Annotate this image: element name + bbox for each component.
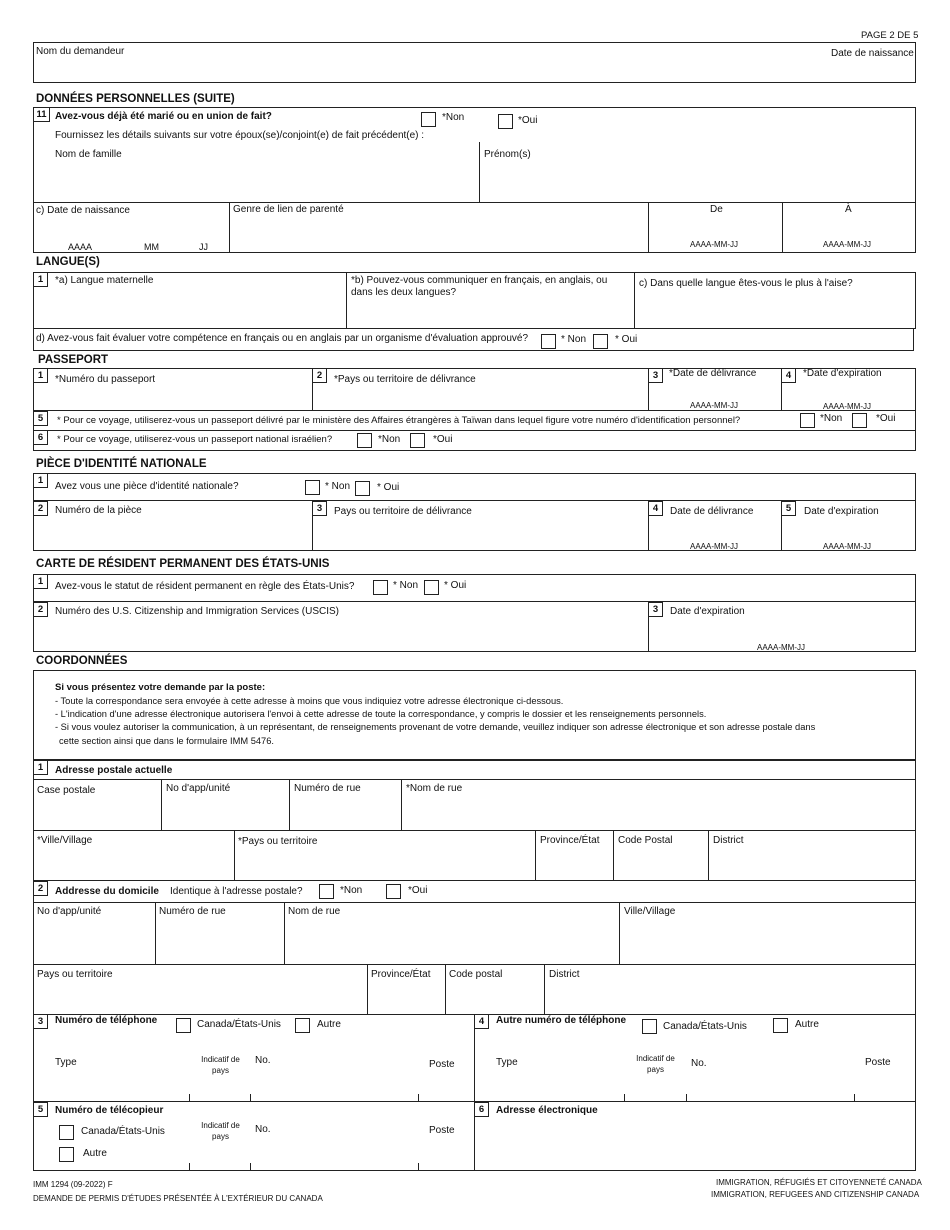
- from-date-format: AAAA-MM-JJ: [690, 240, 738, 249]
- mail-instructions-title: Si vous présentez votre demande par la poste:: [55, 682, 266, 693]
- question-number: 1: [33, 473, 48, 488]
- language-test-yes-checkbox[interactable]: [593, 334, 608, 349]
- district-label: District: [713, 835, 744, 846]
- email-field[interactable]: [478, 1120, 914, 1169]
- question-number: 5: [781, 501, 796, 516]
- phone-extension-label: Poste: [429, 1059, 455, 1070]
- mail-instruction-3: - Si vous voulez autoriser la communication, à un représentant, de renseignements provenant de votre demande, veuillez indiquer son adresse électronique et son adresse postale dans: [55, 722, 816, 732]
- us-pr-expiry-format: AAAA-MM-JJ: [757, 643, 805, 652]
- question-number: 5: [33, 1102, 48, 1117]
- alt-phone-extension-label: Poste: [865, 1057, 891, 1068]
- relationship-type-field[interactable]: [231, 218, 647, 251]
- same-address-yes-label: *Oui: [408, 885, 428, 896]
- to-date-format: AAAA-MM-JJ: [823, 240, 871, 249]
- question-number: 2: [33, 881, 48, 896]
- question-number: 3: [312, 501, 327, 516]
- spouse-dob-label: c) Date de naissance: [36, 205, 130, 216]
- national-id-issue-format: AAAA-MM-JJ: [690, 542, 738, 551]
- home-apt-label: No d'app/unité: [37, 906, 102, 917]
- taiwan-yes-checkbox[interactable]: [852, 413, 867, 428]
- national-id-expiry-date-label: Date d'expiration: [804, 506, 879, 517]
- department-name-fr: IMMIGRATION, RÉFUGIÉS ET CITOYENNETÉ CANADA: [716, 1178, 922, 1187]
- us-pr-question: Avez-vous le statut de résident permanent en règle des États-Unis?: [55, 581, 355, 592]
- national-id-question: Avez vous une pièce d'identité nationale?: [55, 481, 239, 492]
- province-label: Province/État: [540, 835, 600, 846]
- mailing-address-title: Adresse postale actuelle: [55, 765, 173, 776]
- mail-instruction-2: - L'indication d'une adresse électronique autorisera l'envoi à cette adresse de toute la correspondance, y compris le dossier et les renseignements personnels.: [55, 709, 707, 719]
- phone-other-label: Autre: [317, 1019, 341, 1030]
- most-at-ease-label: c) Dans quelle langue êtes-vous le plus à l'aise?: [639, 278, 853, 289]
- question-number: 4: [781, 368, 796, 383]
- previous-marriage-yes-label: *Oui: [518, 115, 538, 126]
- us-pr-yes-label: * Oui: [444, 580, 467, 591]
- fax-title: Numéro de télécopieur: [55, 1105, 164, 1116]
- home-postal-label: Code postal: [449, 969, 503, 980]
- form-title: DEMANDE DE PERMIS D'ÉTUDES PRÉSENTÉE À L'EXTÉRIEUR DU CANADA: [33, 1194, 323, 1203]
- question-number: 3: [33, 1014, 48, 1029]
- language-test-no-checkbox[interactable]: [541, 334, 556, 349]
- phone-canada-us-checkbox[interactable]: [176, 1018, 191, 1033]
- passport-heading: PASSEPORT: [38, 354, 109, 366]
- national-id-country-label: Pays ou territoire de délivrance: [334, 506, 472, 517]
- relationship-type-label: Genre de lien de parenté: [233, 204, 344, 215]
- israel-yes-checkbox[interactable]: [410, 433, 425, 448]
- contact-heading: COORDONNÉES: [36, 655, 128, 667]
- personal-data-heading: DONNÉES PERSONNELLES (SUITE): [36, 93, 235, 105]
- israel-passport-question: * Pour ce voyage, utiliserez-vous un passeport national israélien?: [57, 434, 333, 445]
- home-city-label: Ville/Village: [624, 906, 676, 917]
- language-test-yes-label: * Oui: [615, 334, 638, 345]
- spouse-family-name-field[interactable]: [36, 146, 479, 202]
- home-address-section: [33, 880, 916, 1015]
- alt-phone-number-label: No.: [691, 1058, 707, 1069]
- alt-phone-type-label: Type: [496, 1057, 518, 1068]
- native-language-label: *a) Langue maternelle: [55, 275, 154, 286]
- question-number: 1: [33, 272, 48, 287]
- spouse-given-name-field[interactable]: [481, 146, 914, 202]
- question-number: 2: [33, 501, 48, 516]
- fax-other-checkbox[interactable]: [59, 1147, 74, 1162]
- communicate-language-label: *b) Pouvez-vous communiquer en français, en anglais, ou dans les deux langues?: [351, 275, 608, 298]
- passport-expiry-date-format: AAAA-MM-JJ: [823, 402, 871, 411]
- postal-code-label: Code Postal: [618, 835, 673, 846]
- home-address-title: Addresse du domicile: [55, 886, 159, 897]
- question-number: 1: [33, 574, 48, 589]
- question-number: 1: [33, 368, 48, 383]
- question-number: 11: [33, 107, 50, 122]
- fax-country-code-label: Indicatif de pays: [201, 1121, 240, 1141]
- question-number: 2: [312, 368, 327, 383]
- mail-instruction-1: - Toute la correspondance sera envoyée à cette adresse à moins que vous indiquiez votre adresse électronique ci-dessous.: [55, 696, 564, 706]
- phone-canada-us-label: Canada/États-Unis: [197, 1019, 281, 1030]
- languages-heading: LANGUE(S): [36, 256, 100, 268]
- month-hint: MM: [144, 242, 159, 252]
- previous-marriage-no-label: *Non: [442, 112, 465, 123]
- alt-phone-canada-us-checkbox[interactable]: [642, 1019, 657, 1034]
- question-number: 4: [648, 501, 663, 516]
- applicant-dob-label: Date de naissance: [831, 48, 914, 59]
- language-test-no-label: * Non: [561, 334, 587, 345]
- same-address-no-checkbox[interactable]: [319, 884, 334, 899]
- city-label: *Ville/Village: [37, 835, 93, 846]
- alt-phone-country-code-label: Indicatif de pays: [636, 1054, 675, 1074]
- us-pr-no-checkbox[interactable]: [373, 580, 388, 595]
- taiwan-yes-label: *Oui: [876, 413, 896, 424]
- question-number: 6: [474, 1102, 489, 1117]
- national-id-heading: PIÈCE D'IDENTITÉ NATIONALE: [36, 458, 207, 470]
- home-country-label: Pays ou territoire: [37, 969, 113, 980]
- country-label: *Pays ou territoire: [238, 836, 318, 847]
- taiwan-no-checkbox[interactable]: [800, 413, 815, 428]
- previous-marriage-yes-checkbox[interactable]: [498, 114, 513, 129]
- taiwan-no-label: *Non: [820, 413, 843, 424]
- phone-country-code-label: Indicatif de pays: [201, 1055, 240, 1075]
- national-id-yes-label: * Oui: [377, 482, 400, 493]
- year-hint: AAAA: [68, 242, 93, 252]
- fax-number-label: No.: [255, 1124, 271, 1135]
- home-street-name-label: Nom de rue: [288, 906, 341, 917]
- street-name-label: *Nom de rue: [406, 783, 463, 794]
- fax-other-label: Autre: [83, 1148, 107, 1159]
- to-label: À: [845, 204, 852, 215]
- alt-phone-canada-us-label: Canada/États-Unis: [663, 1021, 747, 1032]
- alt-phone-title: Autre numéro de téléphone: [496, 1015, 627, 1026]
- national-id-expiry-format: AAAA-MM-JJ: [823, 542, 871, 551]
- question-number: 5: [33, 411, 48, 426]
- question-number: 3: [648, 602, 663, 617]
- passport-issue-date-format: AAAA-MM-JJ: [690, 401, 738, 410]
- spouse-given-name-label: Prénom(s): [484, 149, 531, 160]
- home-district-label: District: [549, 969, 580, 980]
- applicant-name-field[interactable]: [33, 42, 916, 83]
- phone-number-label: No.: [255, 1055, 271, 1066]
- fax-canada-us-label: Canada/États-Unis: [81, 1126, 165, 1137]
- us-pr-expiry-label: Date d'expiration: [670, 606, 745, 617]
- passport-issue-date-label: *Date de délivrance: [669, 368, 757, 379]
- language-test-question: d) Avez-vous fait évaluer votre compétence en français ou en anglais par un organisme d'évaluation approuvé?: [36, 333, 529, 344]
- question-number: 4: [474, 1014, 489, 1029]
- apt-unit-label: No d'app/unité: [166, 783, 231, 794]
- question-number: 3: [648, 368, 663, 383]
- israel-no-checkbox[interactable]: [357, 433, 372, 448]
- same-address-no-label: *Non: [340, 885, 363, 896]
- same-address-question: Identique à l'adresse postale?: [170, 886, 303, 897]
- previous-marriage-no-checkbox[interactable]: [421, 112, 436, 127]
- email-title: Adresse électronique: [496, 1105, 598, 1116]
- applicant-name-label: Nom du demandeur: [36, 46, 125, 57]
- phone-type-label: Type: [55, 1057, 77, 1068]
- po-box-label: Case postale: [37, 785, 96, 796]
- home-province-label: Province/État: [371, 969, 431, 980]
- passport-country-label: *Pays ou territoire de délivrance: [334, 374, 476, 385]
- us-pr-no-label: * Non: [393, 580, 419, 591]
- national-id-number-label: Numéro de la pièce: [55, 505, 142, 516]
- israel-yes-label: *Oui: [433, 434, 453, 445]
- phone-title: Numéro de téléphone: [55, 1015, 158, 1026]
- national-id-issue-date-label: Date de délivrance: [670, 506, 754, 517]
- uscis-number-label: Numéro des U.S. Citizenship and Immigration Services (USCIS): [55, 606, 339, 617]
- fax-extension-label: Poste: [429, 1125, 455, 1136]
- question-number: 1: [33, 760, 48, 775]
- passport-number-label: *Numéro du passeport: [55, 374, 156, 385]
- question-number: 6: [33, 430, 48, 445]
- us-pr-yes-checkbox[interactable]: [424, 580, 439, 595]
- street-number-label: Numéro de rue: [294, 783, 361, 794]
- question-number: 2: [33, 602, 48, 617]
- us-pr-card-heading: CARTE DE RÉSIDENT PERMANENT DES ÉTATS-UNIS: [36, 558, 330, 570]
- spouse-family-name-label: Nom de famille: [55, 149, 122, 160]
- home-street-number-label: Numéro de rue: [159, 906, 226, 917]
- mail-instruction-4: cette section ainsi que dans le formulaire IMM 5476.: [59, 736, 274, 746]
- national-id-yes-checkbox[interactable]: [355, 481, 370, 496]
- previous-marriage-question: Avez-vous déjà été marié ou en union de fait?: [55, 111, 272, 122]
- from-label: De: [710, 204, 723, 215]
- passport-expiry-date-label: *Date d'expiration: [803, 368, 882, 379]
- alt-phone-other-label: Autre: [795, 1019, 819, 1030]
- alt-phone-other-checkbox[interactable]: [773, 1018, 788, 1033]
- fax-canada-us-checkbox[interactable]: [59, 1125, 74, 1140]
- taiwan-passport-question: * Pour ce voyage, utiliserez-vous un passeport délivré par le ministère des Affaires étrangères à Taïwan dans lequel figure votre numéro d'identification personnel?: [57, 415, 741, 426]
- same-address-yes-checkbox[interactable]: [386, 884, 401, 899]
- day-hint: JJ: [199, 242, 208, 252]
- page-number: PAGE 2 DE 5: [861, 30, 919, 41]
- national-id-no-label: * Non: [325, 481, 351, 492]
- spouse-details-instruction: Fournissez les détails suivants sur votre époux(se)/conjoint(e) de fait précédent(e) :: [55, 130, 425, 141]
- israel-no-label: *Non: [378, 434, 401, 445]
- form-id: IMM 1294 (09-2022) F: [33, 1180, 113, 1189]
- department-name-en: IMMIGRATION, REFUGEES AND CITIZENSHIP CANADA: [711, 1190, 920, 1199]
- national-id-no-checkbox[interactable]: [305, 480, 320, 495]
- phone-other-checkbox[interactable]: [295, 1018, 310, 1033]
